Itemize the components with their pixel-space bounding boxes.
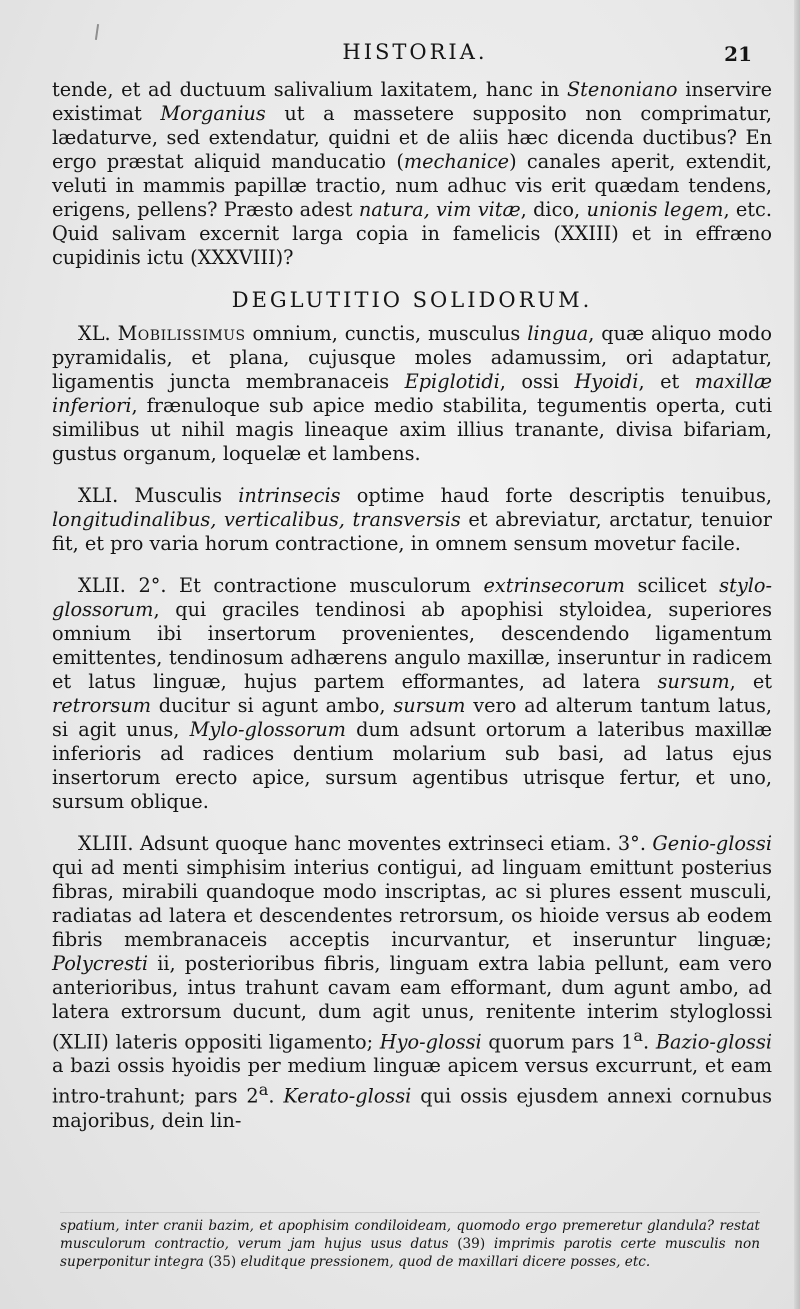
- footnote: [60, 1212, 760, 1271]
- text-run: a bazi ossis hyoidis per medium linguæ apicem versus excurrunt, et eam intro-trahunt; pars 2: [52, 1054, 772, 1108]
- italic-run: natura, vim vitæ: [358, 198, 521, 221]
- italic-run: Bazio-glossi: [655, 1030, 772, 1054]
- page-number: 21: [724, 42, 752, 66]
- text-run: , frænuloque sub apice medio stabilita, tegumentis operta, cuti similibus ut nihil magis lineaque axim illius tranante, divisa bifariam, gustus organum, loquelæ et lambens.: [52, 394, 772, 465]
- text-run: , dico,: [520, 198, 587, 221]
- superscript: a: [258, 1080, 269, 1100]
- italic-run: lingua: [527, 322, 589, 345]
- text-run: , ossi: [499, 370, 575, 393]
- italic-run: maxillæ inferiori: [52, 370, 772, 417]
- italic-run: Hyo-glossi: [379, 1030, 482, 1054]
- running-head: HISTORIA.: [342, 40, 488, 64]
- italic-run: extrinsecorum: [483, 574, 625, 597]
- text-run: qui ossis ejusdem annexi cornubus majoribus, dein lin-: [52, 1084, 773, 1132]
- page-edge-shadow: [794, 0, 800, 1309]
- paragraph-number: XLII.: [78, 574, 139, 597]
- body-text: [52, 78, 772, 1135]
- paragraph-xl: [52, 322, 772, 466]
- text-run: , quæ aliquo modo pyramidalis, et plana, cujusque moles adamussim, ori adaptatur, ligamentis juncta membranaceis: [52, 322, 772, 393]
- paragraph-number: XLIII.: [78, 832, 140, 855]
- text-run: Musculis: [134, 484, 239, 507]
- italic-run: Epiglotidi: [404, 370, 500, 393]
- italic-run: longitudinalibus, verticalibus, transversis: [52, 508, 461, 531]
- text-run: imprimis parotis certe musculis non superponitur integra: [60, 1236, 760, 1270]
- italic-run: Mylo-glossorum: [189, 718, 346, 741]
- text-run: , et: [638, 370, 695, 393]
- paragraph-reference: (35): [208, 1254, 237, 1270]
- text-run: .: [268, 1084, 284, 1108]
- italic-run: unionis legem: [586, 198, 724, 221]
- text-run: qui ad menti simphisim interius contigui, ad linguam emittunt posterius fibras, mirabili quandoque modo inscriptas, ac si plures essent musculi, radiatas ad latera et descendentes retrorsum, os hioide versus ab eodem fibris membranaceis acceptis incurvantur, et inseruntur linguæ;: [52, 856, 772, 951]
- paragraph-xlii: [52, 574, 772, 814]
- italic-run: stylo-glossorum: [52, 574, 772, 621]
- italic-run: sursum: [393, 694, 466, 717]
- page-header: [60, 40, 770, 72]
- text-run: , qui graciles tendinosi ab apophisi styloidea, superiores omnium ibi insertorum provenientes, descendendo ligamentum emittentes, tendinosum adhærens angulo maxillæ, inseruntur in radicem et latus linguæ, hujus partem efformantes, ad latera: [52, 598, 772, 693]
- italic-run: intrinsecis: [238, 484, 341, 507]
- text-run: , etc. Quid salivam excernit larga copia in famelicis (XXIII) et in effræno cupidinis ictu (XXXVIII)?: [52, 198, 772, 269]
- text-run: , et: [729, 670, 772, 693]
- text-run: inservire existimat: [52, 78, 772, 125]
- text-run: spatium, inter cranii bazim, et apophisim condiloideam, quomodo ergo premeretur glandula? restat musculorum contractio, verum jam hujus usus datus: [60, 1218, 760, 1252]
- paragraph-xliii: [52, 832, 772, 1133]
- paragraph-reference: (39): [457, 1236, 486, 1252]
- italic-run: sursum: [657, 670, 730, 693]
- text-run: ut a massetere supposito non comprimatur, lædaturve, sed extendatur, quidni et de aliis hæc dicenda ductibus? En ergo præstat aliquid manducatio (: [52, 102, 772, 173]
- text-run: 2°. Et contractione musculorum: [138, 574, 484, 597]
- paragraph-number: XL.: [78, 322, 118, 345]
- superscript: a: [633, 1026, 643, 1045]
- text-run: Adsunt quoque hanc moventes extrinseci etiam. 3°.: [139, 832, 653, 855]
- text-run: quorum pars 1: [481, 1030, 634, 1054]
- italic-run: Stenoniano: [566, 78, 678, 101]
- text-run: et abreviatur, arctatur, tenuior fit, et pro varia horum contractione, in omnem sensum movetur facile.: [52, 508, 772, 555]
- small-caps-run: Mobilissimus: [117, 322, 246, 345]
- italic-run: retrorsum: [52, 694, 152, 717]
- text-run: .: [642, 1030, 656, 1054]
- paragraph-number: XLI.: [78, 484, 135, 507]
- text-run: ducitur si agunt ambo,: [151, 694, 394, 717]
- italic-run: Genio-glossi: [652, 832, 772, 855]
- paragraph-continuation: [52, 78, 772, 270]
- paragraph-xli: [52, 484, 772, 556]
- italic-run: Kerato-glossi: [283, 1084, 412, 1108]
- scan-mark: [95, 24, 99, 40]
- text-run: vero ad alterum tantum latus, si agit unus,: [52, 694, 772, 741]
- italic-run: Morganius: [160, 102, 266, 125]
- text-run: omnium, cunctis, musculus: [245, 322, 528, 345]
- text-run: dum adsunt ortorum a lateribus maxillæ inferioris ad radices dentium molarium sub basi, ad latus ejus insertorum erecto apice, sursum agentibus utrisque fertur, et uno, sursum oblique.: [52, 718, 772, 813]
- italic-run: Polycresti: [52, 952, 149, 975]
- section-title: DEGLUTITIO SOLIDORUM.: [231, 288, 593, 312]
- text-run: tende, et ad ductuum salivalium laxitatem, hanc in: [52, 78, 567, 101]
- italic-run: mechanice: [403, 150, 510, 173]
- text-run: scilicet: [624, 574, 720, 597]
- italic-run: Hyoidi: [574, 370, 639, 393]
- text-run: ii, posterioribus fibris, linguam extra labia pellunt, eam vero anterioribus, intus trahunt cavam eam efformant, dum agunt ambo, ad latera extrorsum ducunt, dum agit unus, renitente interim styloglossi (XLII) lateris oppositi ligamento;: [52, 952, 772, 1054]
- text-run: optime haud forte descriptis tenuibus,: [340, 484, 772, 507]
- text-run: eluditque pressionem, quod de maxillari dicere posses, etc.: [236, 1254, 651, 1270]
- text-run: ) canales aperit, extendit, veluti in mammis papillæ tractio, num adhuc vis erit quædam tendens, erigens, pellens? Præsto adest: [52, 150, 772, 221]
